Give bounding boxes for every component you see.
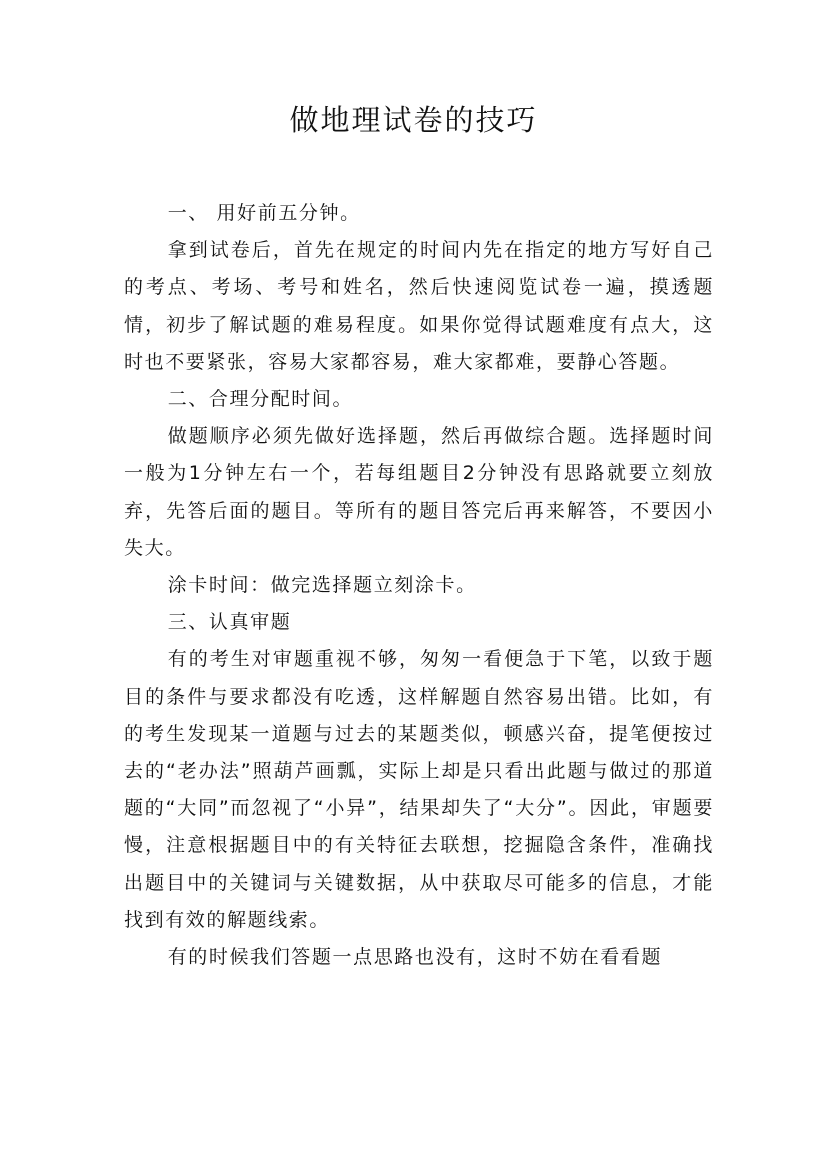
paragraph: 做题顺序必须先做好选择题，然后再做综合题。选择题时间一般为1分钟左右一个，若每组题目2分钟没有思路就要立刻放弃，先答后面的题目。等所有的题目答完后再来解答，不要因小失大。 xyxy=(124,425,714,559)
paragraph: 涂卡时间：做完选择题立刻涂卡。 xyxy=(167,574,477,597)
paragraph: 有的时候我们答题一点思路也没有，这时不妨在看看题 xyxy=(167,946,663,969)
document-body xyxy=(124,195,714,976)
document-title: 做地理试卷的技巧 xyxy=(289,103,538,137)
paragraph: 有的考生对审题重视不够，匆匆一看便急于下笔，以致于题目的条件与要求都没有吃透，这样解题自然容易出错。比如，有的考生发现某一道题与过去的某题类似，顿感兴奋，提笔便按过去的“老办法”照葫芦画瓢，实际上却是只看出此题与做过的那道题的“大同”而忽视了“小异”，结果却失了“大分”。因此，审题要慢，注意根据题目中的有关特征去联想，挖掘隐含条件，准确找出题目中的关键词与关键数据，从中获取尽可能多的信息，才能找到有效的解题线索。 xyxy=(124,648,714,931)
section-heading-3: 三、认真审题 xyxy=(167,611,292,634)
paragraph: 拿到试卷后，首先在规定的时间内先在指定的地方写好自己的考点、考场、考号和姓名，然后快速阅览试卷一遍，摸透题情，初步了解试题的难易程度。如果你觉得试题难度有点大，这时也不要紧张，容易大家都容易，难大家都难，要静心答题。 xyxy=(124,239,714,373)
section-heading-2: 二、合理分配时间。 xyxy=(167,388,354,411)
section-heading-1: 一、 用好前五分钟。 xyxy=(167,202,361,224)
